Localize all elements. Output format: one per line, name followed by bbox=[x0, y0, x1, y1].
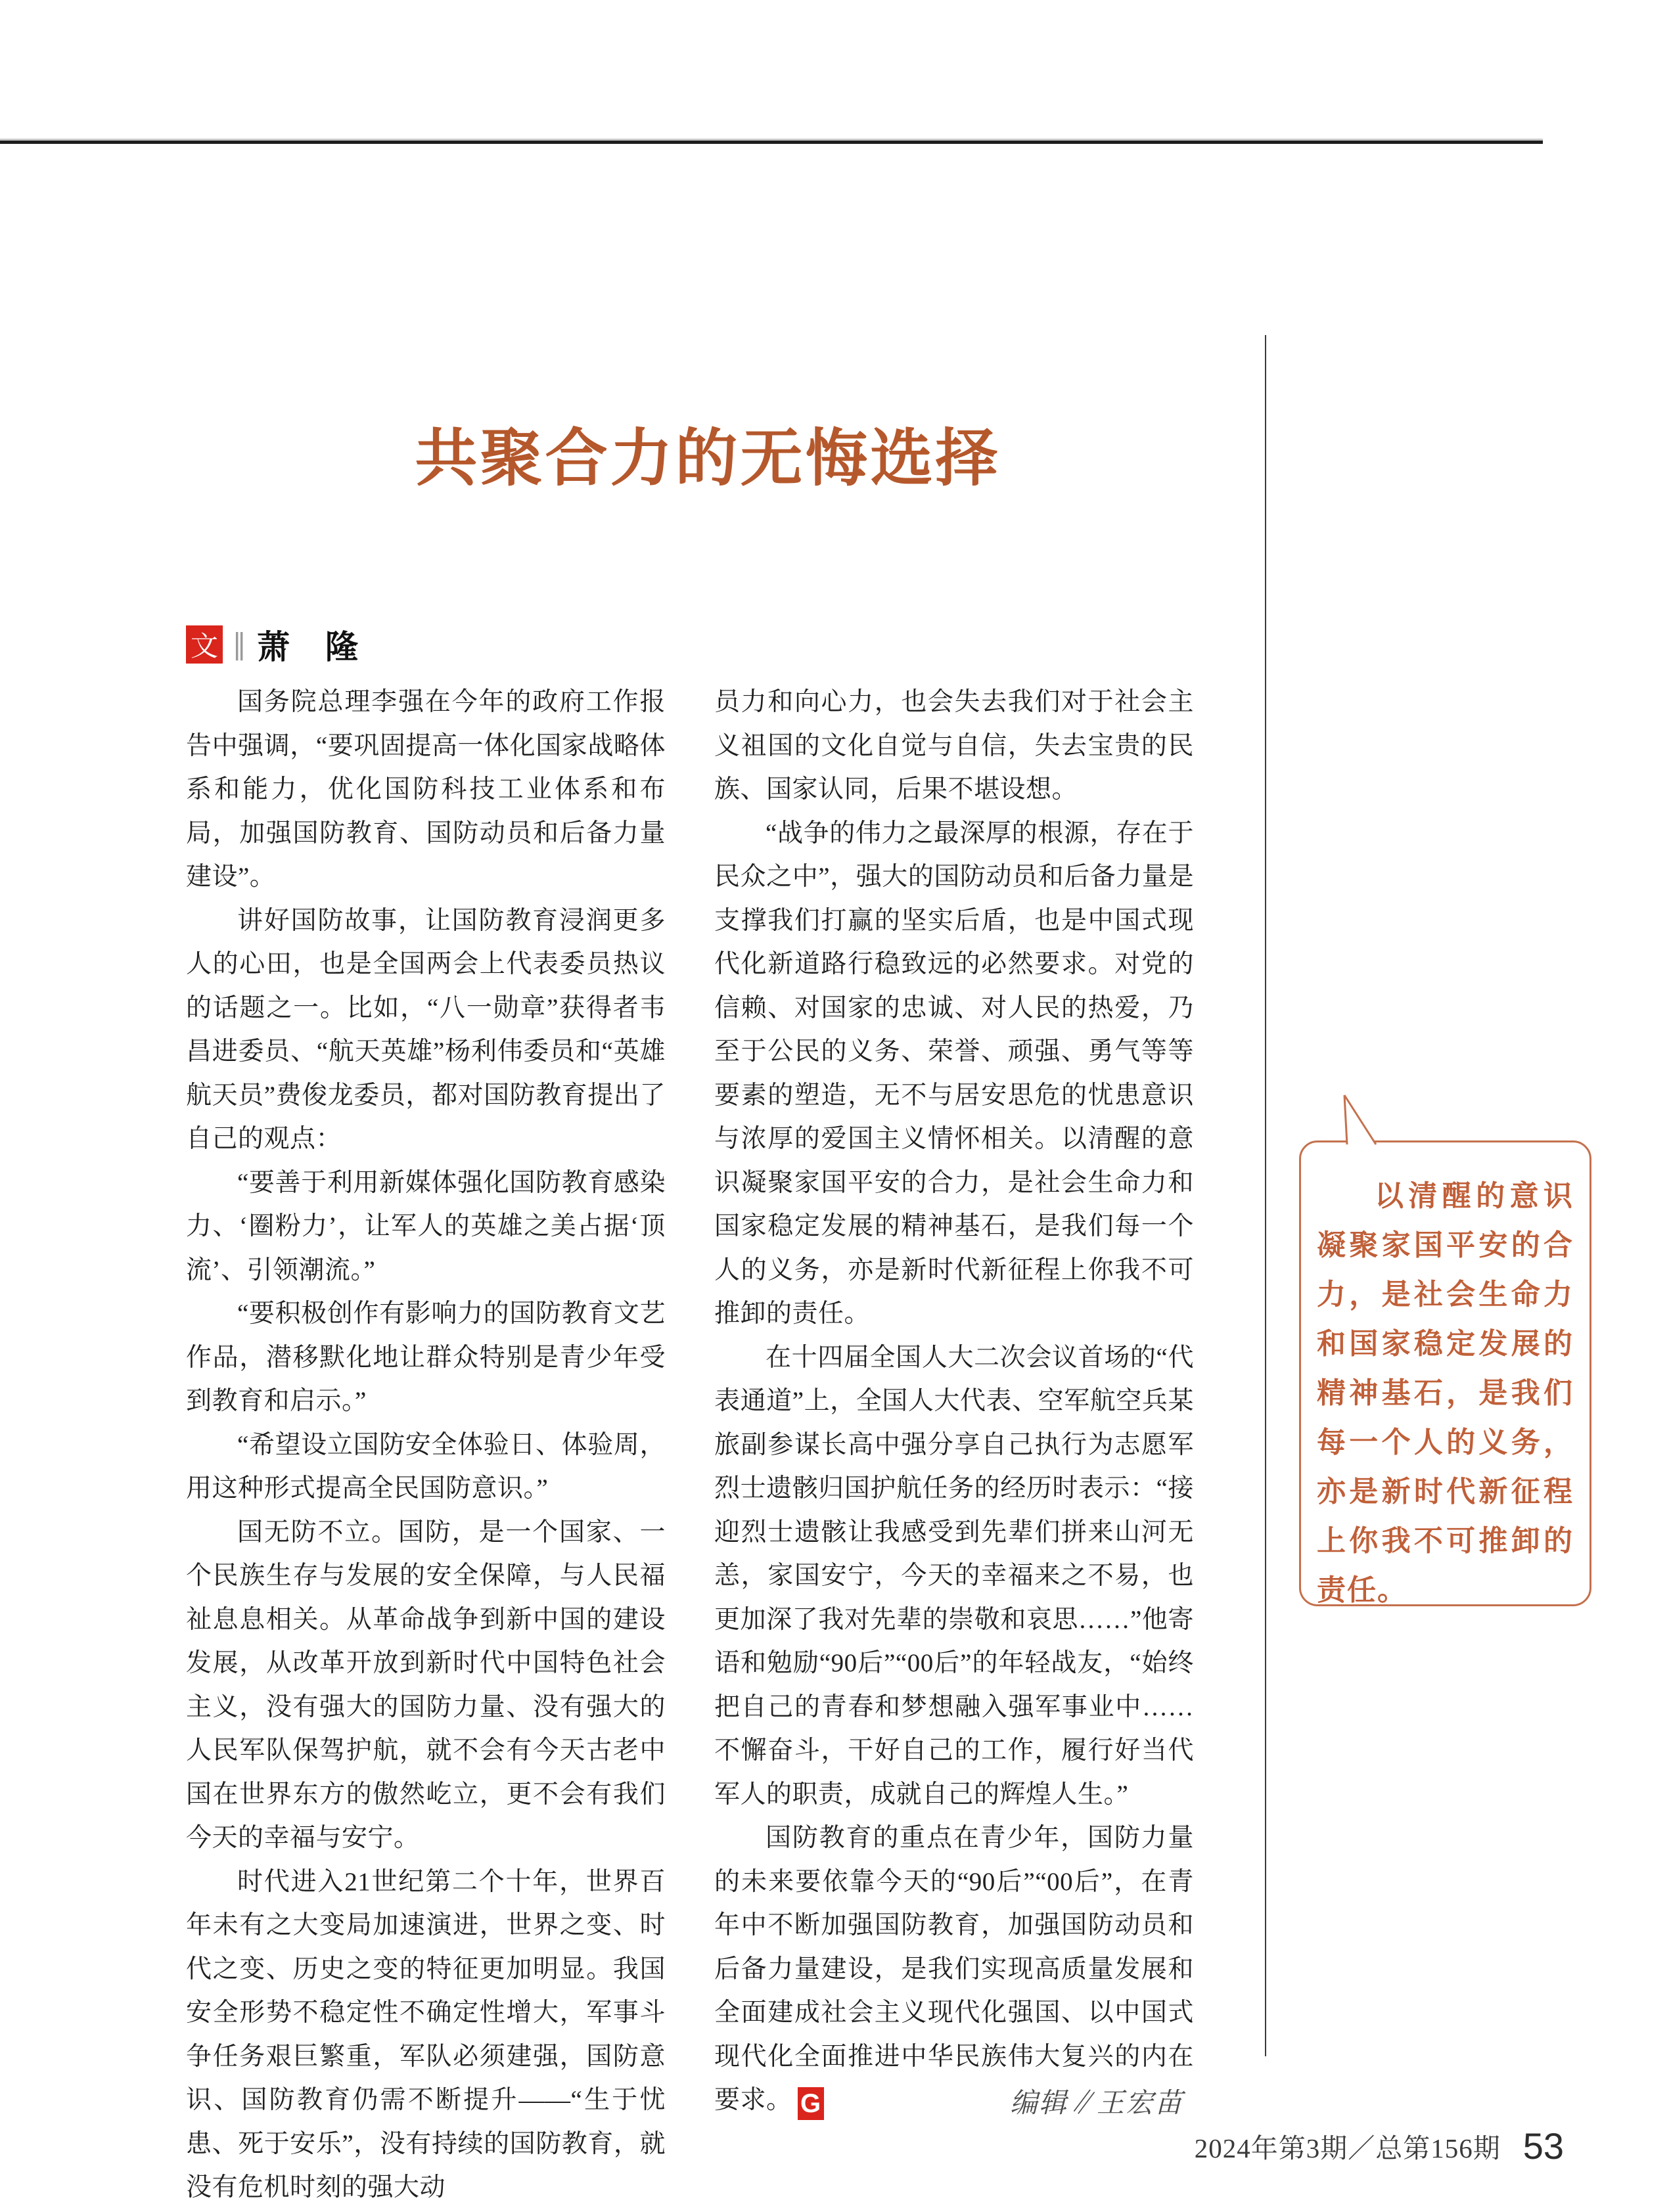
body-paragraph: “希望设立国防安全体验日、体验周，用这种形式提高全民国防意识。” bbox=[186, 1430, 666, 1502]
author-name: 萧 隆 bbox=[257, 629, 359, 666]
article-column-1 bbox=[186, 681, 666, 2210]
end-mark: G bbox=[798, 2087, 824, 2120]
wen-label-box: 文 bbox=[186, 625, 223, 664]
body-paragraph: “要善于利用新媒体强化国防教育感染力、‘圈粉力’，让军人的英雄之美占据‘顶流’、引领潮流。” bbox=[186, 1168, 666, 1284]
body-paragraph: 国无防不立。国防，是一个国家、一个民族生存与发展的安全保障，与人民福祉息息相关。从革命战争到新中国的建设发展，从改革开放到新时代中国特色社会主义，没有强大的国防力量、没有强大的人民军队保驾护航，就不会有今天古老中国在世界东方的傲然屹立，更不会有我们今天的幸福与安宁。 bbox=[186, 1518, 666, 1852]
pullquote-text: 以清醒的意识凝聚家国平安的合力，是社会生命力和国家稳定发展的精神基石，是我们每一个人的义务，亦是新时代新征程上你我不可推卸的责任。 bbox=[1317, 1180, 1574, 1606]
pullquote-pointer-icon bbox=[1342, 1094, 1381, 1146]
byline bbox=[186, 624, 359, 665]
body-paragraph: 员力和向心力，也会失去我们对于社会主义祖国的文化自觉与自信，失去宝贵的民族、国家认同，后果不堪设想。 bbox=[714, 688, 1194, 803]
footer bbox=[1194, 2125, 1564, 2167]
body-paragraph: 讲好国防故事，让国防教育浸润更多人的心田，也是全国两会上代表委员热议的话题之一。比如，“八一勋章”获得者韦昌进委员、“航天英雄”杨利伟委员和“英雄航天员”费俊龙委员，都对国防教育提出了自己的观点： bbox=[186, 906, 666, 1153]
body-paragraph: 国防教育的重点在青少年，国防力量的未来要依靠今天的“90后”“00后”，在青年中不断加强国防教育，加强国防动员和后备力量建设，是我们实现高质量发展和全面建成社会主义现代化强国、以中国式现代化全面推进中华民族伟大复兴的内在要求。 G bbox=[714, 1817, 1194, 2123]
body-paragraph: 在十四届全国人大二次会议首场的“代表通道”上，全国人大代表、空军航空兵某旅副参谋长高中强分享自己执行为志愿军烈士遗骸归国护航任务的经历时表示：“接迎烈士遗骸让我感受到先辈们拼来山河无恙，家国安宁，今天的幸福来之不易，也更加深了我对先辈的崇敬和哀思……”他寄语和勉励“90后”“00后”的年轻战友，“始终把自己的青春和梦想融入强军事业中……不懈奋斗，干好自己的工作，履行好当代军人的职责，成就自己的辉煌人生。” bbox=[714, 1343, 1194, 1809]
body-paragraph: “要积极创作有影响力的国防教育文艺作品，潜移默化地让群众特别是青少年受到教育和启示。” bbox=[186, 1299, 666, 1415]
page-number: 53 bbox=[1522, 2125, 1564, 2167]
article-title: 共聚合力的无悔选择 bbox=[415, 424, 1001, 493]
editor-credit: 编辑∥王宏苗 bbox=[1009, 2088, 1183, 2119]
top-rule bbox=[0, 139, 1543, 144]
body-paragraph: 国务院总理李强在今年的政府工作报告中强调，“要巩固提高一体化国家战略体系和能力，优化国防科技工业体系和布局，加强国防教育、国防动员和后备力量建设”。 bbox=[186, 688, 666, 891]
body-paragraph: “战争的伟力之最深厚的根源，存在于民众之中”，强大的国防动员和后备力量是支撑我们打赢的坚实后盾，也是中国式现代化新道路行稳致远的必然要求。对党的信赖、对国家的忠诚、对人民的热爱，乃至于公民的义务、荣誉、顽强、勇气等等要素的塑造，无不与居安思危的忧患意识与浓厚的爱国主义情怀相关。以清醒的意识凝聚家国平安的合力，是社会生命力和国家稳定发展的精神基石，是我们每一个人的义务，亦是新时代新征程上你我不可推卸的责任。 bbox=[714, 819, 1194, 1328]
byline-separator-icon: ∥ bbox=[232, 627, 246, 662]
pullquote-bubble bbox=[1299, 1140, 1591, 1606]
issue-info: 2024年第3期／总第156期 bbox=[1194, 2133, 1501, 2163]
body-paragraph: 时代进入21世纪第二个十年，世界百年未有之大变局加速演进，世界之变、时代之变、历史之变的特征更加明显。我国安全形势不稳定性不确定性增大，军事斗争任务艰巨繁重，军队必须建强，国防意识、国防教育仍需不断提升——“生于忧患、死于安乐”，没有持续的国防教育，就没有危机时刻的强大动 bbox=[186, 1867, 666, 2201]
article-column-2 bbox=[714, 681, 1194, 2123]
column-divider-rule bbox=[1265, 335, 1266, 2056]
